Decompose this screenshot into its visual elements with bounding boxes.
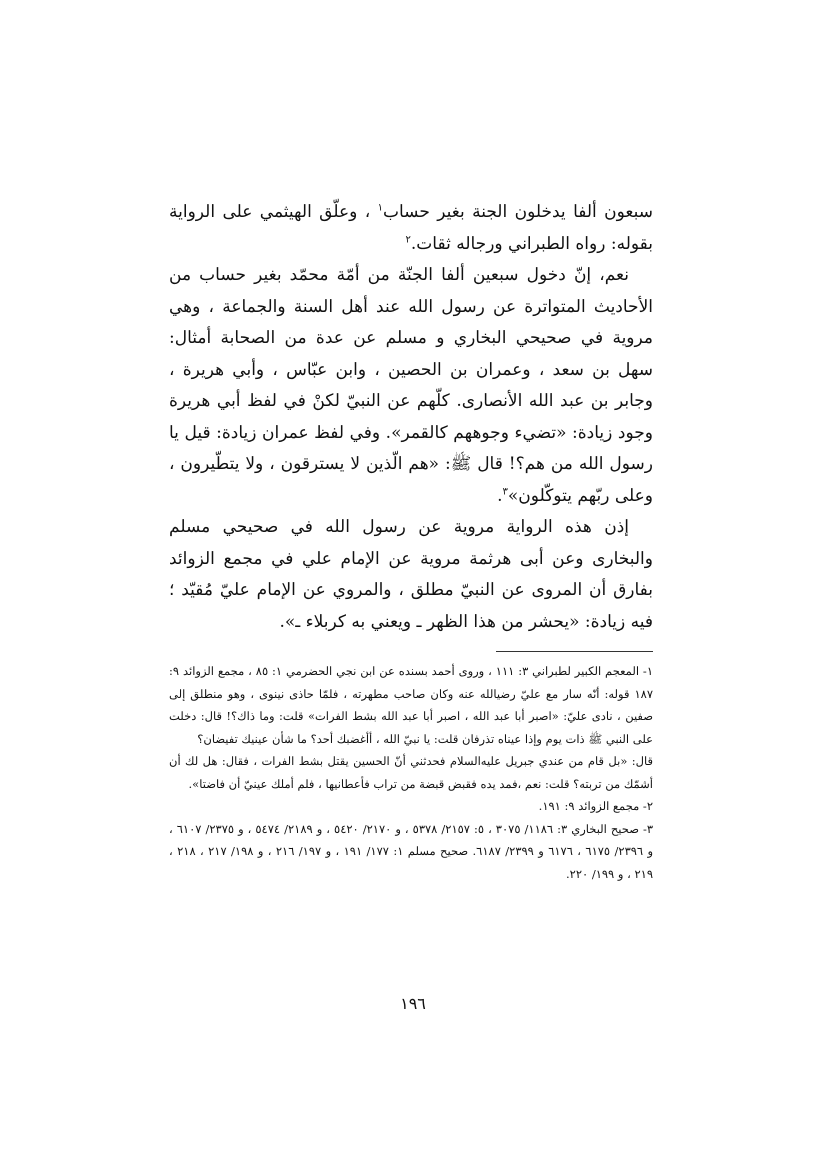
page-number: ١٩٦: [400, 994, 426, 1013]
footnote-2: ٢- مجمع الزوائد ٩: ١٩١.: [538, 799, 653, 813]
paragraph-text: ، وعلّق الهيثمي على الرواية بقوله: رواه الطبراني ورجاله ثقات.: [169, 202, 653, 254]
footnote-ref: ٣: [502, 485, 508, 497]
footnote-ref: ٢: [405, 233, 411, 245]
paragraph-3: [169, 512, 653, 638]
footnote-3: ٣- صحيح البخاري ٣: ١١٨٦/ ٣٠٧٥ ، ٥: ٢١٥٧/ ٥٣٧٨ ، و ٢١٧٠/ ٥٤٢٠ ، و ٢١٨٩/ ٥٤٧٤ ، و ٢٣٧٥/ ٦١٠٧ ، و ٢٣٩٦/ ٦١٧٥ ، ٦١٧٦ و ٢٣٩٩/ ٦١٨٧. صحيح مسلم ١: ١٧٧/ ١٩١ ، و ١٩٧/ ٢١٦ ، و ١٩٨/ ٢١٧ ، ٢١٨ ، ٢١٩ ، و ١٩٩/ ٢٢٠.: [169, 821, 654, 881]
main-text: [169, 197, 653, 638]
footnote-1: ١- المعجم الكبير لطبراني ٣: ١١١ ، وروى أحمد بسنده عن ابن نجي الحضرمي ١: ٨٥ ، مجمع الزوائد ٩: ١٨٧ قوله: أنّه سار مع عليّ رضيالله عنه وكان صاحب مطهرته ، فلمّا حاذى نينوى ، وهو منطلق إلى صفين ، نادى عليّ: «اصبر أبا عبد الله ، اصبر أبا عبد الله بشط الفرات» قلت: وما ذاك؟! قال: دخلت على النبي ﷺ ذات يوم وإذا عيناه تذرفان قلت: يا نبيّ الله ، أأغضبك أحد؟ ما شأن عينيك تفيضان؟: [169, 664, 653, 746]
footnote-ref: ١: [377, 202, 383, 214]
footnote-1-continued: قال: «بل قام من عندي جبريل عليه‌السلام فحدثني أنّ الحسين يقتل بشط الفرات ، فقال: هل لك أن أشمّك من تربته؟ قلت: نعم ،فمد يده فقبض قبضة من تراب فأعطانيها ، فلم أملك عينيّ أن فاضتا».: [169, 754, 653, 791]
paragraph-text: .: [497, 485, 503, 506]
footnote-separator: [496, 651, 653, 652]
paragraph-text: إذن هذه الرواية مروية عن رسول الله في صحيحي مسلم والبخارى وعن أبى هرثمة مروية عن الإمام علي في مجمع الزوائد بفارق أن المروى عن النبيّ مطلق ، والمروي عن الإمام عليّ مُقيّد ؛ فيه زيادة: «يحشر من هذا الظهر ـ ويعني به كربلاء ـ».: [169, 517, 653, 632]
footnotes: [169, 660, 653, 885]
paragraph-text: نعم، إنّ دخول سبعين ألفا الجنّة من أمّة محمّد بغير حساب من الأحاديث المتواترة عن رسول الله عند أهل السنة والجماعة ، وهي مروية في صحيحي البخاري و مسلم عن عدة من الصحابة أمثال: سهل بن سعد ، وعمران بن الحصين ، وابن عبّاس ، وأبي هريرة ، وجابر بن عبد الله الأنصارى. كلّهم عن النبيّ لكنْ في لفظ أبي هريرة وجود زيادة: «تضيء وجوههم كالقمر». وفي لفظ عمران زيادة: قيل يا رسول الله من هم؟! قال ﷺ: «هم الّذين لا يسترقون ، ولا يتطّيرون ، وعلى ربّهم يتوكّلون»: [169, 265, 653, 506]
paragraph-text: سبعون ألفا يدخلون الجنة بغير حساب: [383, 202, 653, 222]
paragraph-2: [169, 260, 653, 512]
paragraph-1: [169, 197, 653, 260]
